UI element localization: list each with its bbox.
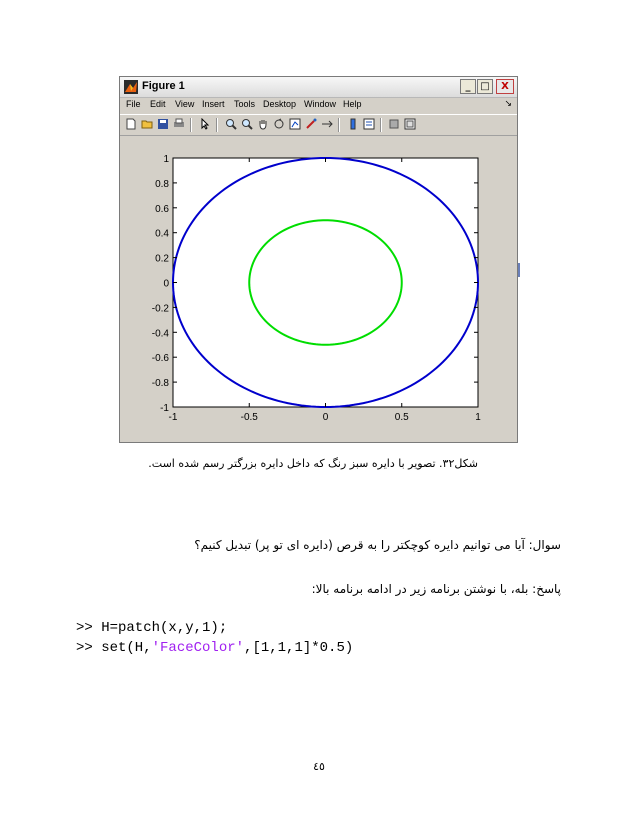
zoom-in-icon[interactable] [225, 118, 237, 130]
menu-edit[interactable]: Edit [150, 99, 166, 109]
answer-text: پاسخ: بله، با نوشتن برنامه زیر در ادامه برنامه بالا: [311, 582, 561, 596]
x-tick-label: -1 [168, 412, 178, 423]
code-line-2 [76, 640, 353, 656]
plot-chart [121, 136, 516, 441]
code-line-2-end: ,[1,1,1]*0.5) [244, 640, 354, 656]
data-cursor-icon[interactable] [289, 118, 301, 130]
menu-insert[interactable]: Insert [202, 99, 225, 109]
menu-desktop[interactable]: Desktop [263, 99, 297, 109]
minimize-button[interactable]: _ [460, 79, 476, 94]
hide-plot-tools-icon[interactable] [388, 118, 400, 130]
legend-icon[interactable] [363, 118, 375, 130]
pan-hand-icon[interactable] [257, 118, 269, 130]
y-tick-label: -1 [160, 403, 169, 414]
y-tick-label: 0.4 [155, 228, 169, 240]
figure-caption: شکل۳۲. تصویر با دایره سبز رنگ که داخل دایره بزرگتر رسم شده است. [148, 457, 478, 470]
code-line-1: >> H=patch(x,y,1); [76, 620, 228, 636]
axes-area [121, 136, 516, 441]
menu-bar [120, 97, 517, 113]
menu-window[interactable]: Window [304, 99, 337, 109]
y-tick-label: -0.8 [151, 378, 169, 390]
question-text: سوال: آیا می توانیم دایره کوچکتر را به قرص (دایره ای تو پر) تبدیل کنیم؟ [194, 538, 561, 552]
colorbar-icon[interactable] [347, 118, 359, 130]
rotate-3d-icon[interactable] [273, 118, 285, 130]
y-tick-label: 0.8 [155, 178, 169, 190]
window-title: Figure 1 [142, 80, 185, 92]
plot-area [173, 158, 478, 407]
y-tick-label: 0.2 [155, 253, 169, 265]
x-tick-label: -0.5 [240, 412, 258, 423]
code-string-literal: 'FaceColor' [151, 640, 245, 656]
maximize-button[interactable]: □ [477, 79, 493, 94]
y-tick-label: -0.6 [151, 353, 169, 365]
y-tick-label: -0.4 [151, 328, 169, 340]
page-number: ٤٥ [313, 760, 325, 773]
toolbar-separator [190, 118, 192, 132]
open-folder-icon[interactable] [141, 118, 153, 130]
menu-view[interactable]: View [175, 99, 195, 109]
toolbar-separator [338, 118, 340, 132]
save-icon[interactable] [157, 118, 169, 130]
zoom-out-icon[interactable] [241, 118, 253, 130]
y-tick-label: 1 [163, 154, 169, 165]
figure-window [119, 76, 518, 443]
y-tick-label: 0 [163, 278, 169, 290]
print-icon[interactable] [173, 118, 185, 130]
new-file-icon[interactable] [125, 118, 137, 130]
window-resize-handle[interactable] [518, 263, 520, 277]
y-tick-label: 0.6 [155, 203, 169, 215]
pointer-icon[interactable] [199, 118, 211, 130]
x-tick-label: 0.5 [394, 412, 409, 423]
toolbar-separator [216, 118, 218, 132]
matlab-logo-icon [124, 80, 138, 94]
title-bar[interactable] [120, 77, 517, 98]
x-tick-label: 1 [475, 412, 481, 423]
menu-help[interactable]: Help [343, 99, 362, 109]
menu-tools[interactable]: Tools [234, 99, 256, 109]
close-button[interactable]: X [496, 79, 514, 94]
toolbar-separator [380, 118, 382, 132]
menu-file[interactable]: File [126, 99, 141, 109]
show-plot-tools-icon[interactable] [404, 118, 416, 130]
toolbar [120, 114, 517, 136]
y-tick-label: -0.2 [151, 303, 169, 315]
brush-icon[interactable] [305, 118, 317, 130]
dock-arrow-icon[interactable]: ↘ [504, 99, 512, 109]
link-icon[interactable] [321, 118, 333, 130]
x-tick-label: 0 [322, 412, 329, 423]
code-line-2-start: >> set(H, [76, 640, 152, 656]
